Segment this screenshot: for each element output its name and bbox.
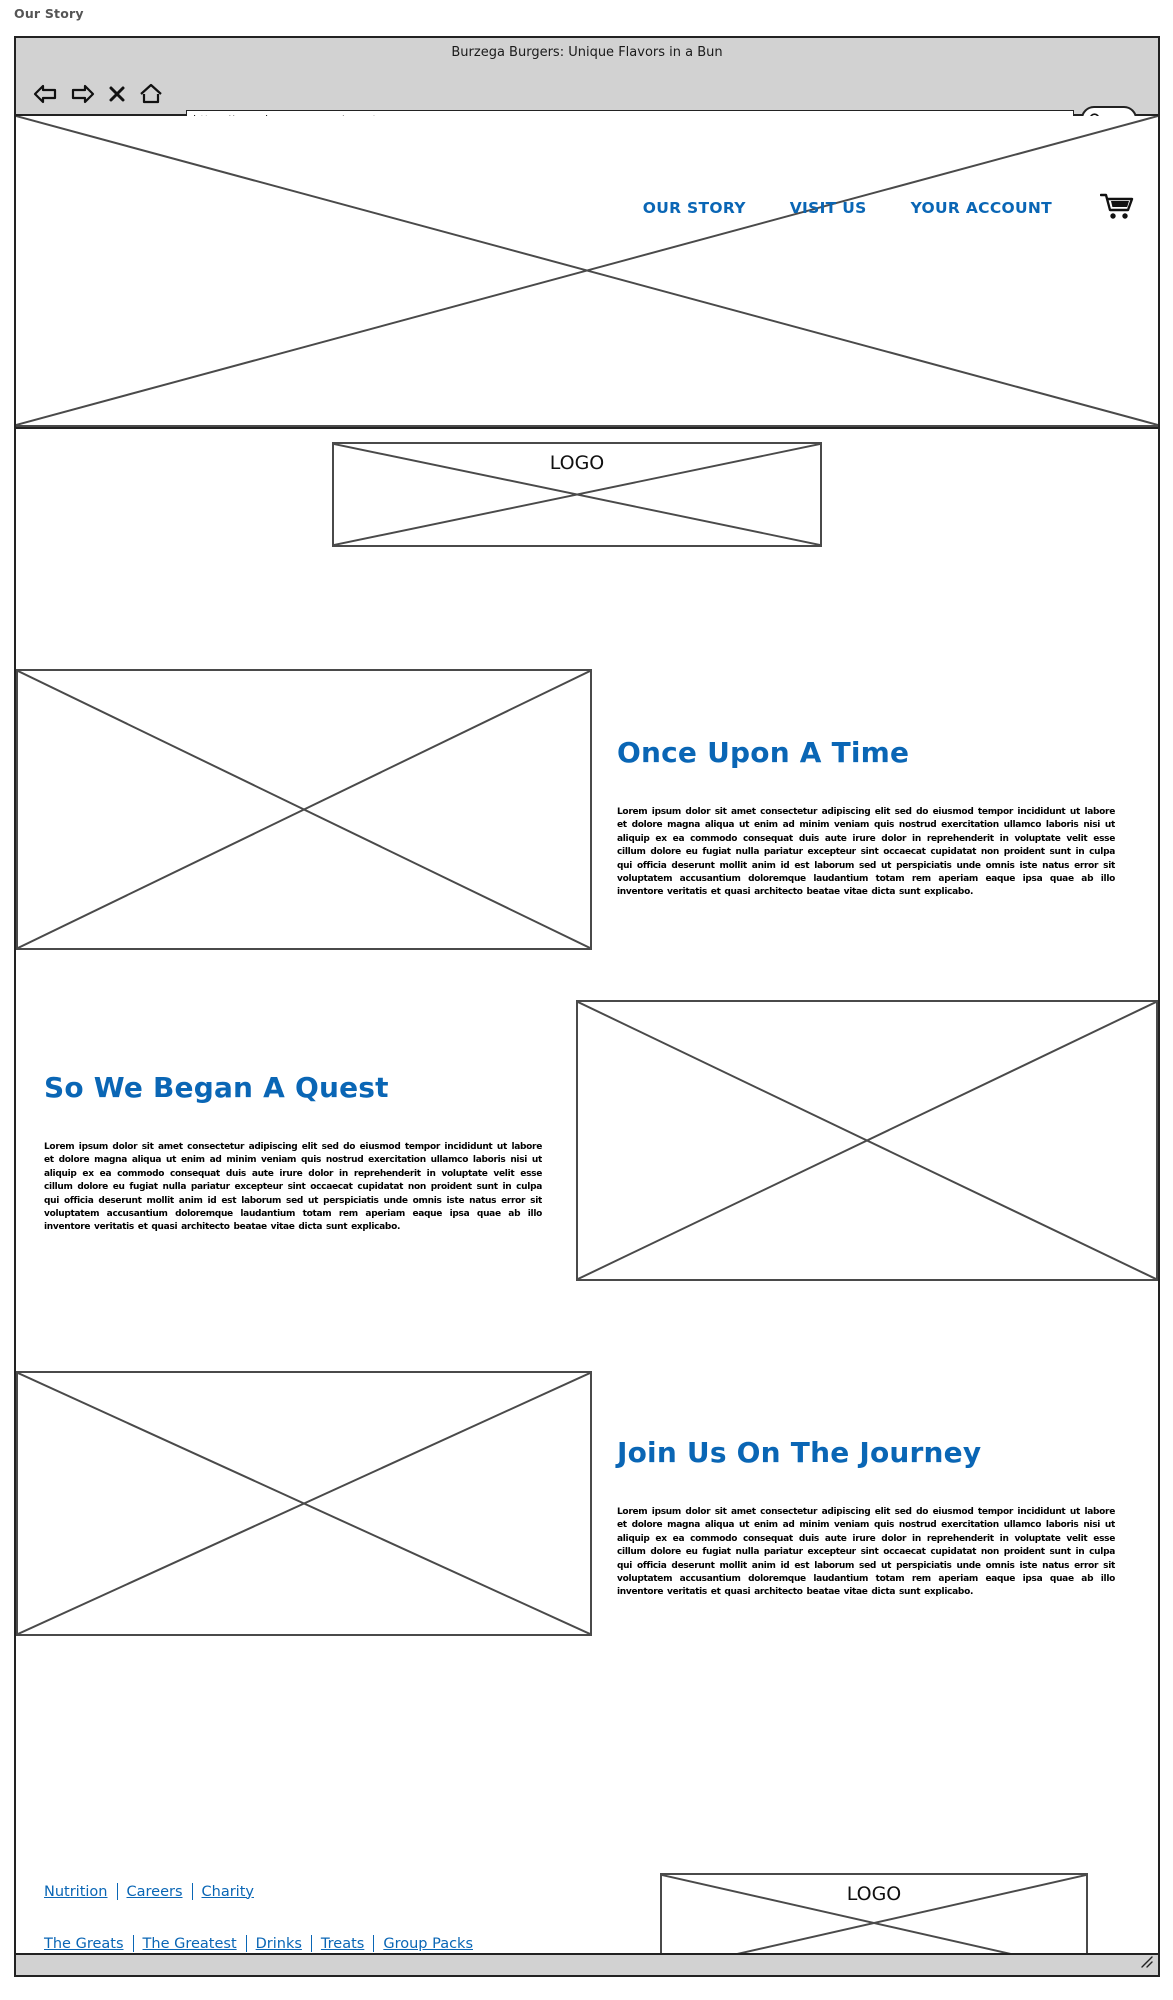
footer-link-charity[interactable]: Charity — [201, 1883, 254, 1900]
footer-link-the-greats[interactable]: The Greats — [44, 1935, 124, 1952]
home-icon[interactable] — [138, 83, 164, 105]
section-1-image-placeholder — [16, 669, 592, 950]
section-3-body: Lorem ipsum dolor sit amet consectetur adipiscing elit sed do eiusmod tempor incididunt ut labore et dolore magna aliqua ut enim ad minim veniam quis nostrud exercitation ullamco laboris nisi ut aliquip ex ea commodo consequat duis aute irure dolor in reprehenderit in voluptate velit esse cillum dolore eu fugiat nulla pariatur excepteur sint occaecat cupidatat non proident sunt in culpa qui officia deserunt mollit anim id est laborum sed ut perspiciatis unde omnis iste natus error sit voluptatem accusantium doloremque laudantium totam rem aperiam eaque ipsa quae ab illo inventore veritatis et quasi architecto beatae vitae dicta sunt explicabo. — [617, 1507, 1115, 1598]
footer-link-the-greatest[interactable]: The Greatest — [142, 1935, 237, 1952]
footer-link-nutrition[interactable]: Nutrition — [44, 1883, 108, 1900]
browser-nav-icons — [32, 83, 164, 105]
footer-links-row-2 — [44, 1935, 482, 1952]
close-x-icon[interactable] — [108, 84, 126, 104]
nav-item-visit-us[interactable]: VISIT US — [789, 199, 867, 217]
footer-link-treats[interactable]: Treats — [320, 1935, 365, 1952]
footer-link-careers[interactable]: Careers — [126, 1883, 183, 1900]
shopping-cart-icon[interactable] — [1100, 192, 1134, 224]
browser-chrome — [16, 38, 1158, 116]
section-3-image-placeholder — [16, 1371, 592, 1636]
forward-arrow-icon[interactable] — [70, 83, 96, 105]
nav-item-your-account[interactable]: YOUR ACCOUNT — [910, 199, 1052, 217]
section-2-heading: So We Began A Quest — [44, 1071, 389, 1104]
section-3-heading: Join Us On The Journey — [617, 1436, 982, 1469]
footer-logo-caption: LOGO — [837, 1883, 912, 1905]
section-2-image-placeholder — [576, 1000, 1158, 1281]
header-logo-placeholder — [332, 442, 822, 547]
page-viewport — [16, 116, 1158, 1975]
browser-window — [14, 36, 1160, 1977]
header-logo-caption: LOGO — [540, 452, 615, 474]
back-arrow-icon[interactable] — [32, 83, 58, 105]
page-title: Our Story — [14, 6, 84, 21]
hero-divider — [16, 427, 1158, 429]
section-1-heading: Once Upon A Time — [617, 736, 910, 769]
nav-item-our-story[interactable]: OUR STORY — [642, 199, 746, 217]
browser-status-bar — [16, 1953, 1158, 1975]
section-2-body: Lorem ipsum dolor sit amet consectetur adipiscing elit sed do eiusmod tempor incididunt ut labore et dolore magna aliqua ut enim ad minim veniam quis nostrud exercitation ullamco laboris nisi ut aliquip ex ea commodo consequat duis aute irure dolor in reprehenderit in voluptate velit esse cillum dolore eu fugiat nulla pariatur excepteur sint occaecat cupidatat non proident sunt in culpa qui officia deserunt mollit anim id est laborum sed ut perspiciatis unde omnis iste natus error sit voluptatem accusantium doloremque laudantium totam rem aperiam eaque ipsa quae ab illo inventore veritatis et quasi architecto beatae vitae dicta sunt explicabo. — [44, 1142, 542, 1233]
footer-link-drinks[interactable]: Drinks — [255, 1935, 302, 1952]
footer-link-group-packs[interactable]: Group Packs — [383, 1935, 473, 1952]
section-1-body: Lorem ipsum dolor sit amet consectetur adipiscing elit sed do eiusmod tempor incididunt ut labore et dolore magna aliqua ut enim ad minim veniam quis nostrud exercitation ullamco laboris nisi ut aliquip ex ea commodo consequat duis aute irure dolor in reprehenderit in voluptate velit esse cillum dolore eu fugiat nulla pariatur excepteur sint occaecat cupidatat non proident sunt in culpa qui officia deserunt mollit anim id est laborum sed ut perspiciatis unde omnis iste natus error sit voluptatem accusantium doloremque laudantium totam rem aperiam eaque ipsa quae ab illo inventore veritatis et quasi architecto beatae vitae dicta sunt explicabo. — [617, 807, 1115, 898]
footer-links-row-1 — [44, 1883, 263, 1900]
browser-title-bar: Burzega Burgers: Unique Flavors in a Bun — [451, 45, 723, 60]
top-navigation — [643, 192, 1134, 224]
hero-image-placeholder — [16, 116, 1158, 427]
resize-grip-icon[interactable] — [1139, 1953, 1153, 1972]
